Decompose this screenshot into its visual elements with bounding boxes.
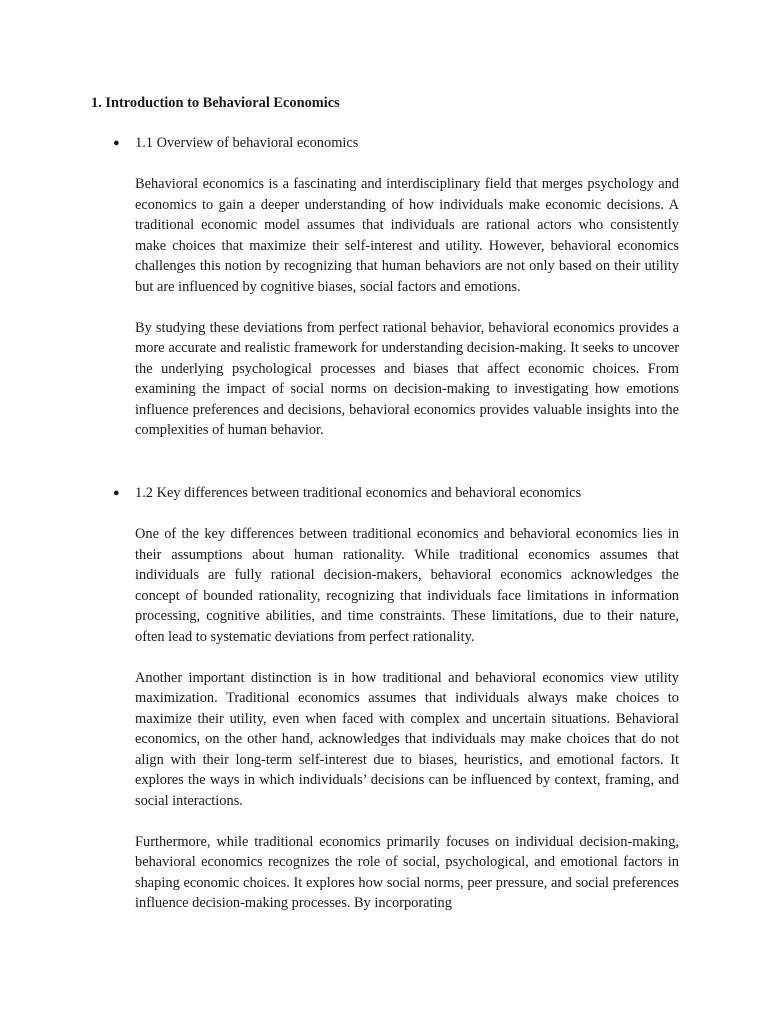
section-heading: 1. Introduction to Behavioral Economics	[91, 95, 340, 111]
paragraph: By studying these deviations from perfect rational behavior, behavioral economics provides a more accurate and realistic framework for understanding decision-making. It seeks to uncover the underlying psychological processes and biases that affect economic choices. From examining the impact of social norms on decision-making to investigating how emotions influence preferences and decisions, behavioral economics provides valuable insights into the complexities of human behavior.	[135, 319, 679, 438]
subsection-key-differences	[113, 483, 679, 914]
paragraph: Another important distinction is in how traditional and behavioral economics view utility maximization. Traditional economics assumes that individuals always make choices to maximize their utility, even when faced with complex and uncertain situations. Behavioral economics, on the other hand, acknowledges that individuals may make choices that do not align with their long-term self-interest due to biases, heuristics, and emotional factors. It explores the ways in which individuals’ decisions can be influenced by context, framing, and social interactions.	[135, 669, 679, 809]
bullet-item-overview	[113, 133, 679, 153]
bullet-icon: ●	[113, 137, 120, 149]
paragraph: One of the key differences between traditional economics and behavioral economics lies in their assumptions about human rationality. While traditional economics assumes that individuals are fully rational decision-makers, behavioral economics acknowledges the concept of bounded rationality, recognizing that individuals face limitations in information processing, cognitive abilities, and time constraints. These limitations, due to their nature, often lead to systematic deviations from perfect rationality.	[135, 526, 679, 645]
subsection-overview	[113, 133, 679, 441]
paragraph: Furthermore, while traditional economics primarily focuses on individual decision-making, behavioral economics recognizes the role of social, psychological, and emotional factors in shaping economic choices. It explores how social norms, peer pressure, and social preferences influence decision-making processes. By incorporating	[135, 833, 679, 911]
subsection-title: 1.1 Overview of behavioral economics	[135, 135, 359, 151]
subsection-title: 1.2 Key differences between traditional economics and behavioral economics	[135, 485, 582, 501]
bullet-icon: ●	[113, 487, 120, 499]
bullet-item-key-differences	[113, 483, 679, 503]
paragraph: Behavioral economics is a fascinating and interdisciplinary field that merges psychology and economics to gain a deeper understanding of how individuals make economic decisions. A traditional economic model assumes that individuals are rational actors who consistently make choices that maximize their self-interest and utility. However, behavioral economics challenges this notion by recognizing that human behaviors are not only based on their utility but are influenced by cognitive biases, social factors and emotions.	[135, 176, 679, 295]
